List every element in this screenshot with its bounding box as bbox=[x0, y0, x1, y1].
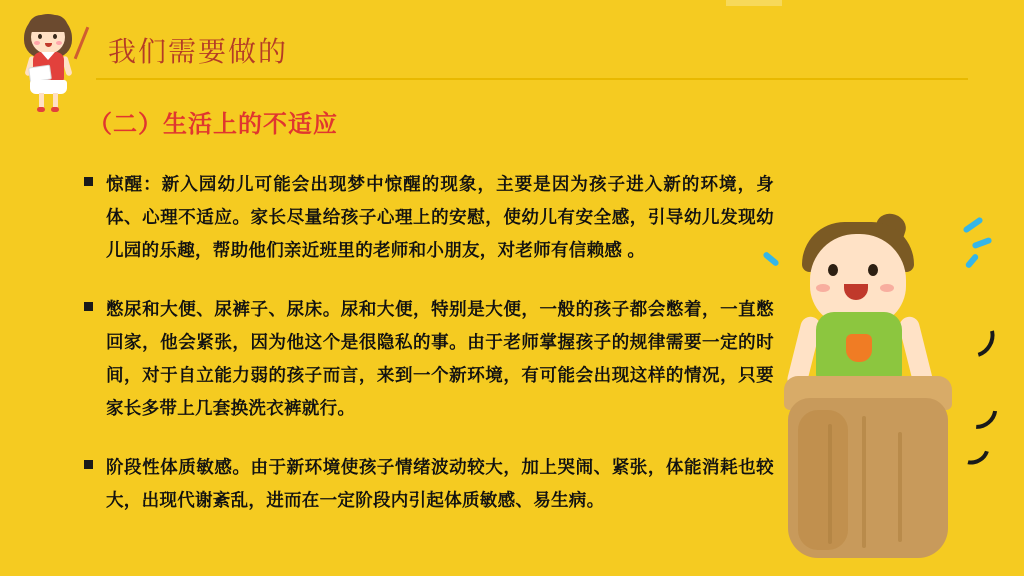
bullet-text: 惊醒：新入园幼儿可能会出现梦中惊醒的现象，主要是因为孩子进入新的环境，身体、心理不适应。家长尽量给孩子心理上的安慰，使幼儿有安全感，引导幼儿发现幼儿园的乐趣，帮助他们亲近班里的老师和小朋友，对老师有信赖感 。 bbox=[106, 174, 774, 260]
section-heading: （二）生活上的不适应 bbox=[88, 111, 338, 138]
bullet-item bbox=[84, 293, 774, 425]
square-bullet-icon bbox=[84, 460, 93, 469]
bullet-text: 阶段性体质敏感。由于新环境使孩子情绪波动较大，加上哭闹、紧张，体能消耗也较大，出现代谢紊乱，进而在一定阶段内引起体质敏感、易生病。 bbox=[106, 457, 774, 510]
content-body bbox=[84, 168, 774, 543]
corner-accent bbox=[726, 0, 782, 6]
square-bullet-icon bbox=[84, 302, 93, 311]
page-title: 我们需要做的 bbox=[108, 37, 289, 68]
header-divider bbox=[96, 78, 968, 80]
teacher-mascot-icon bbox=[14, 8, 88, 112]
bullet-item bbox=[84, 168, 774, 267]
square-bullet-icon bbox=[84, 177, 93, 186]
bullet-text: 憋尿和大便、尿裤子、尿床。尿和大便，特别是大便，一般的孩子都会憋着，一直憋回家，他会紧张，因为他这个是很隐私的事。由于老师掌握孩子的规律需要一定的时间，对于自立能力弱的孩子而言，来到一个新环境，有可能会出现这样的情况，只要家长多带上几套换洗衣裤就行。 bbox=[106, 299, 774, 418]
boy-in-sack-illustration bbox=[758, 198, 998, 558]
bullet-item bbox=[84, 451, 774, 517]
